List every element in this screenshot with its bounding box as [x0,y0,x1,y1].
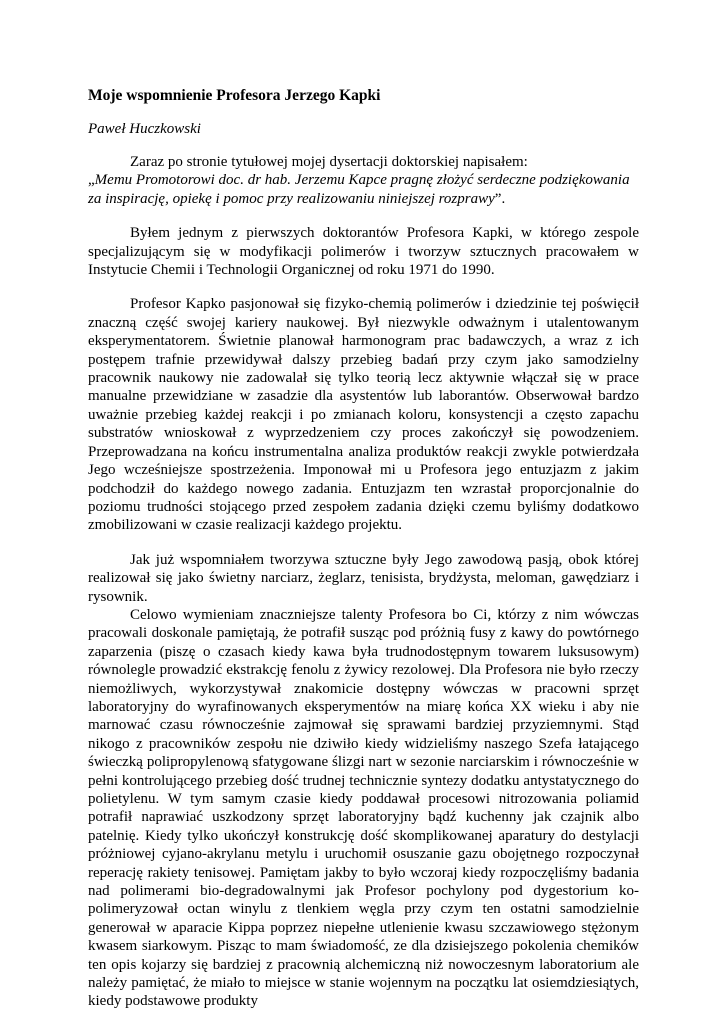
paragraph-4: Celowo wymieniam znaczniejsze talenty Profesora bo Ci, którzy z nim wówczas pracowali doskonale pamiętają, że potrafił susząc pod próżnią fusy z kawy do powtórnego zaparzenia (piszę o czasach kiedy kawa była trudnodostępnym towarem luksusowym) równolegle prowadzić ekstrakcję fenolu z żywicy rezolowej. Dla Profesora nie było rzeczy niemożliwych, wykorzystywał znakomicie dostępny wówczas w pracowni sprzęt laboratoryjny do wyrafinowanych eksperymentów na miarę końca XX wieku i aby nie marnować czasu równocześnie zajmował się sprawami bardziej przyziemnymi. Stąd nikogo z pracowników zespołu nie dziwiło kiedy widzieliśmy naszego Szefa łatającego świeczką polipropylenową sfatygowane ślizgi nart w sezonie narciarskim i równocześnie w pełni kontrolującego przebieg dość trudnej technicznie syntezy dodatku antystatycznego do polietylenu. W tym samym czasie kiedy poddawał procesowi nitrozowania poliamid potrafił naprawiać uszkodzony sprzęt laboratoryjny bądź kuchenny jak czajnik albo patelnię. Kiedy tylko ukończył konstrukcję dość skomplikowanej aparatury do destylacji próżniowej cyjano-akrylanu metylu i uruchomił osuszanie gazu obojętnego rozpoczynał reperację rakiety tenisowej. Pamiętam jakby to było wczoraj kiedy rozpoczęliśmy badania nad polimerami bio-degradowalnymi jak Profesor pochylony pod dygestorium ko-polimeryzował octan winylu z tlenkiem węgla przy czym ten ostatni samodzielnie generował w aparacie Kippa poprzez niepełne utlenienie kwasu szczawiowego stężonym kwasem siarkowym. Pisząc to mam świadomość, ze dla dzisiejszego pokolenia chemików ten opis kojarzy się bardziej z pracownią alchemiczną niż nowoczesnym laboratorium ale należy pamiętać, że miało to miejsce w stanie wojennym na początku lat osiemdziesiątych, kiedy podstawowe produkty [88,606,639,1010]
paragraph-2: Profesor Kapko pasjonował się fizyko-chemią polimerów i dziedzinie tej poświęcił znaczną część swojej kariery naukowej. Był niezwykle odważnym i utalentowanym eksperymentatorem. Świetnie planował harmonogram prac badawczych, a wraz z ich postępem trafnie przewidywał dalszy przebieg badań przy czym jako samodzielny pracownik naukowy nie zadowalał się tylko teorią lecz aktywnie włączał się w prace manualne przewidziane w zasadzie dla asystentów lub laborantów. Obserwował bardzo uważnie przebieg każdej reakcji i po zmianach koloru, konsystencji a często zapachu substratów wnioskował z wyprzedzeniem czy proces zakończył się powodzeniem. Przeprowadzana na końcu instrumentalna analiza produktów reakcji zwykle potwierdzała Jego wcześniejsze spostrzeżenia. Imponował mi u Profesora jego entuzjazm z jakim podchodził do każdego nowego zadania. Entuzjazm ten wzrastał proporcjonalnie do poziomu trudności stojącego przed zespołem zadania dzięki czemu byliśmy dodatkowo zmobilizowani w czasie realizacji każdego projektu. [88,296,639,534]
paragraph-3: Jak już wspomniałem tworzywa sztuczne były Jego zawodową pasją, obok której realizował się jako świetny narciarz, żeglarz, tenisista, brydżysta, meloman, gawędziarz i rysownik. [88,551,639,605]
dedication-quote [88,171,639,208]
dedication-text: Memu Promotorowi doc. dr hab. Jerzemu Kapce pragnę złożyć serdeczne podziękowania za inspirację, opiekę i pomoc przy realizowaniu niniejszej rozprawy [88,172,630,207]
document-title: Moje wspomnienie Profesora Jerzego Kapki [88,87,381,104]
quote-open-mark: „ [88,172,95,189]
author-name: Paweł Huczkowski [88,121,201,137]
intro-line: Zaraz po stronie tytułowej mojej dysertacji doktorskiej napisałem: [130,154,528,170]
document-body [88,86,639,1011]
paragraph-1: Byłem jednym z pierwszych doktorantów Profesora Kapki, w którego zespole specjalizującym się w modyfikacji polimerów i tworzyw sztucznych pracowałem w Instytucie Chemii i Technologii Organicznej od roku 1971 do 1990. [88,225,639,279]
quote-close-mark: ”. [494,190,506,207]
